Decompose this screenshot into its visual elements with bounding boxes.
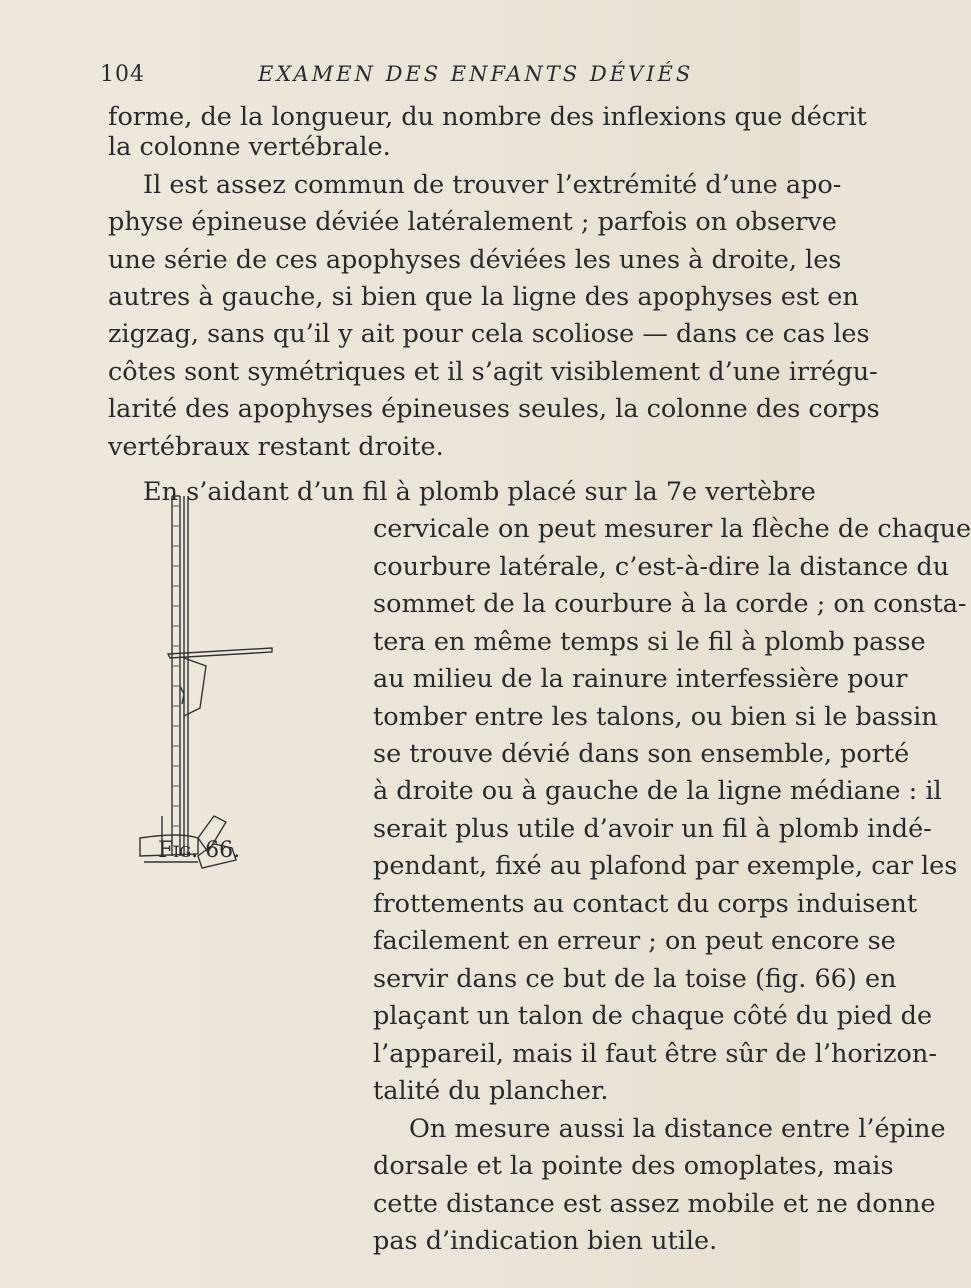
text-line: forme, de la longueur, du nombre des inflexions que décrit — [108, 102, 867, 132]
text-line: l’appareil, mais il faut être sûr de l’horizon- — [373, 1039, 937, 1069]
text-line: autres à gauche, si bien que la ligne des apophyses est en — [108, 282, 859, 312]
page-number: 104 — [100, 62, 145, 87]
text-line: dorsale et la pointe des omoplates, mais — [373, 1151, 894, 1181]
text-line: la colonne vertébrale. — [108, 132, 391, 162]
text-line: On mesure aussi la distance entre l’épine — [409, 1114, 946, 1144]
text-line: pendant, fixé au plafond par exemple, car les — [373, 851, 958, 881]
text-line: à droite ou à gauche de la ligne médiane : il — [373, 776, 942, 806]
text-line: se trouve dévié dans son ensemble, porté — [373, 739, 910, 769]
text-line: serait plus utile d’avoir un fil à plomb indé- — [373, 814, 932, 844]
text-line: larité des apophyses épineuses seules, la colonne des corps — [108, 394, 880, 424]
figure-caption: Fig. 66. — [158, 838, 241, 863]
text-line: tomber entre les talons, ou bien si le bassin — [373, 702, 938, 732]
text-line: servir dans ce but de la toise (fig. 66) en — [373, 964, 897, 994]
text-line: côtes sont symétriques et il s’agit visiblement d’une irrégu- — [108, 357, 878, 387]
text-line: cervicale on peut mesurer la flèche de chaque — [373, 514, 971, 544]
text-line: tera en même temps si le fil à plomb passe — [373, 627, 926, 657]
text-line: physe épineuse déviée latéralement ; parfois on observe — [108, 207, 837, 237]
text-line: plaçant un talon de chaque côté du pied de — [373, 1001, 933, 1031]
figure-66-toise — [140, 476, 354, 896]
running-header — [0, 62, 801, 92]
text-line: En s’aidant d’un fil à plomb placé sur la 7e vertèbre — [143, 477, 816, 507]
text-line: courbure latérale, c’est-à-dire la distance du — [373, 552, 950, 582]
text-line: au milieu de la rainure interfessière pour — [373, 664, 908, 694]
running-title: EXAMEN DES ENFANTS DÉVIÉS — [258, 62, 694, 86]
text-line: zigzag, sans qu’il y ait pour cela scoliose — dans ce cas les — [108, 319, 870, 349]
text-line: talité du plancher. — [373, 1076, 609, 1106]
text-line: facilement en erreur ; on peut encore se — [373, 926, 896, 956]
text-line: pas d’indication bien utile. — [373, 1226, 718, 1256]
text-line: Il est assez commun de trouver l’extrémité d’une apo- — [143, 170, 842, 200]
text-line: cette distance est assez mobile et ne donne — [373, 1189, 936, 1219]
text-line: sommet de la courbure à la corde ; on consta- — [373, 589, 967, 619]
text-line: vertébraux restant droite. — [108, 432, 444, 462]
text-line: une série de ces apophyses déviées les unes à droite, les — [108, 245, 842, 275]
text-line: frottements au contact du corps induisent — [373, 889, 918, 919]
